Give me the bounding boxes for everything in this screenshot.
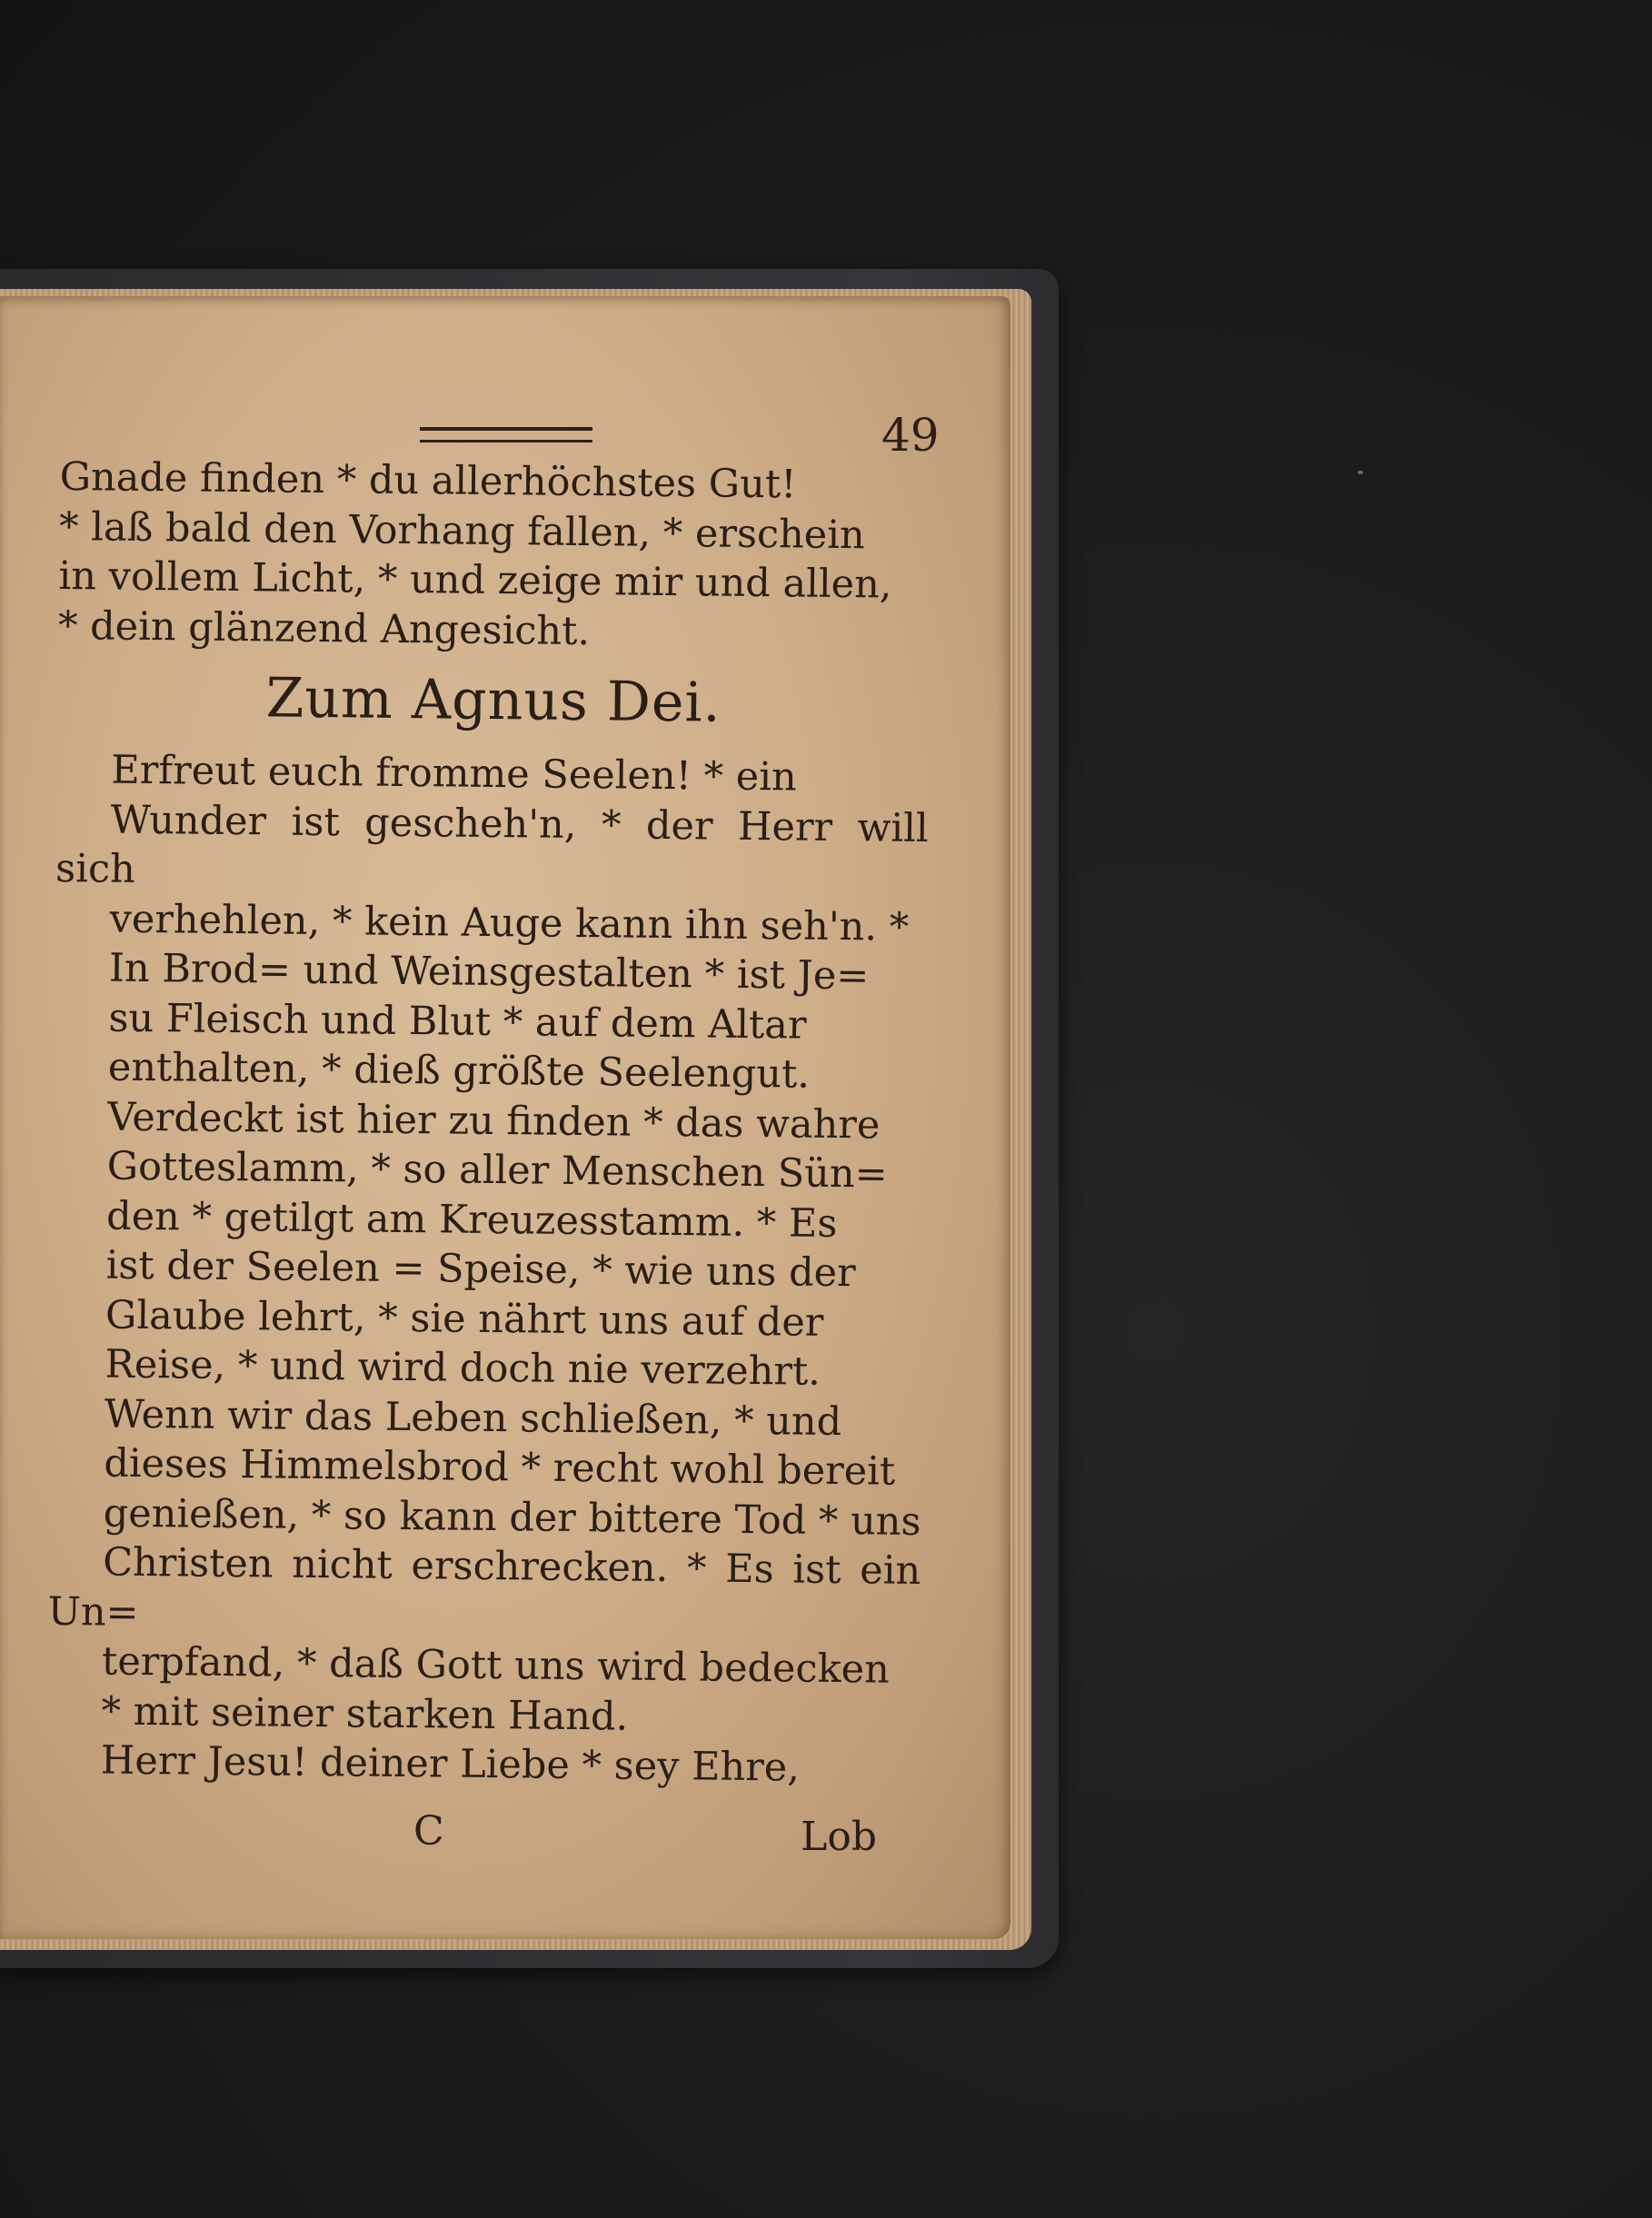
page-number: 49 — [881, 409, 940, 462]
text-line: verhehlen, * kein Auge kann ihn seh'n. * — [109, 896, 910, 950]
text-line: * laß bald den Vorhang fallen, * erschein — [58, 503, 865, 558]
text-line: Herr Jesu! deiner Liebe * sey Ehre, — [100, 1737, 801, 1791]
section-heading: Zum Agnus Dei. — [265, 666, 722, 735]
text-line: In Brod= und Weinsgestalten * ist Je= — [108, 945, 870, 1000]
text-line: genießen, * so kann der bittere Tod * uns — [103, 1490, 921, 1545]
stanza-2 — [50, 1091, 925, 1397]
stanza-4 — [46, 1736, 920, 1795]
text-line: Glaube lehrt, * sie nährt uns auf der — [104, 1292, 824, 1346]
text-line: Gotteslamm, * so aller Menschen Sün= — [106, 1143, 888, 1198]
text-line: su Fleisch und Blut * auf dem Altar — [108, 995, 807, 1049]
text-line: Reise, * und wird doch nie verzehrt. — [104, 1341, 821, 1395]
dust-speck — [1358, 471, 1363, 474]
text-line: Gnade finden * du allerhöchstes Gut! — [59, 453, 797, 508]
page-footer — [413, 1808, 886, 1863]
text-line: Wenn wir das Leben schließen, * und — [104, 1391, 842, 1445]
text-line: * mit seiner starken Hand. — [101, 1688, 629, 1740]
text-line: Wunder ist gescheh'n, * der Herr will sich — [55, 797, 929, 892]
page-text — [46, 453, 932, 1794]
text-line: Christen nicht erschrecken. * Es ist ein Un= — [47, 1539, 921, 1636]
stanza-1 — [54, 745, 930, 1101]
header-rule — [420, 427, 592, 443]
text-line: enthalten, * dieß größte Seelengut. — [107, 1044, 811, 1098]
text-line: * dein glänzend Angesicht. — [57, 602, 591, 654]
stanza-3 — [46, 1388, 922, 1745]
catchword: Lob — [801, 1814, 877, 1860]
text-line: Verdeckt ist hier zu finden * das wahre — [107, 1094, 881, 1148]
text-line: den * getilgt am Kreuzesstamm. * Es — [105, 1193, 838, 1247]
text-line: dieses Himmelsbrod * recht wohl bereit — [104, 1440, 896, 1495]
text-line: ist der Seelen = Speise, * wie uns der — [105, 1242, 856, 1297]
opening-stanza — [58, 453, 932, 660]
text-line: terpfand, * daß Gott uns wird bedecken — [101, 1638, 891, 1693]
text-line: Erfreut euch fromme Seelen! * ein — [111, 747, 797, 801]
text-line: in vollem Licht, * und zeige mir und allen, — [58, 552, 892, 608]
signature-mark: C — [413, 1808, 444, 1855]
